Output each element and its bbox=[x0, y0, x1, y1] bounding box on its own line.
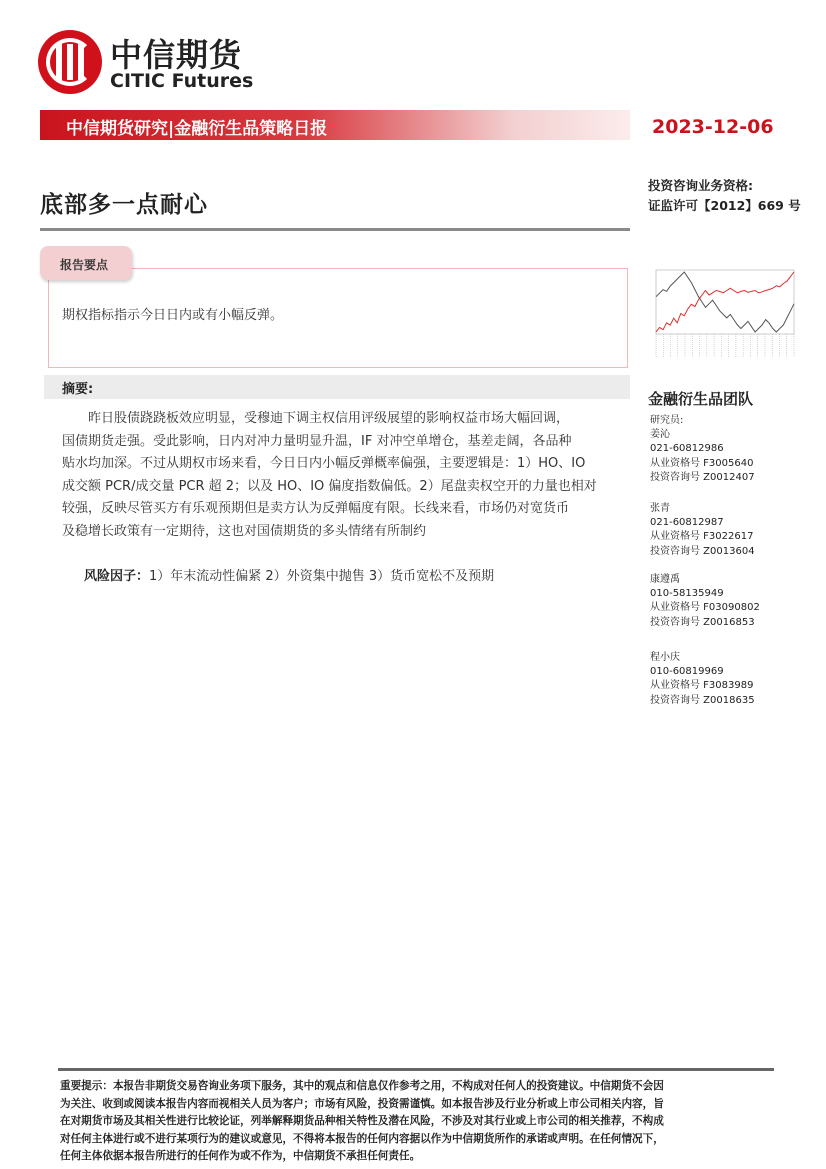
footer-divider bbox=[58, 1068, 774, 1071]
member-cert: 从业资格号 F3083989 bbox=[650, 680, 754, 692]
team-member bbox=[650, 573, 760, 630]
abstract-line: 国债期货走强。受此影响，日内对冲力量明显升温，IF 对冲空单增仓，基差走阔，各品种 bbox=[62, 433, 572, 449]
logo-cn: 中信期货 bbox=[110, 36, 243, 74]
abstract-line: 昨日股债跷跷板效应明显，受穆迪下调主权信用评级展望的影响权益市场大幅回调， bbox=[62, 411, 570, 426]
risk-text: 1）年末流动性偏紧 2）外资集中抛售 3）货币宽松不及预期 bbox=[149, 569, 495, 584]
abstract-line: 成交额 PCR/成交量 PCR 超 2；以及 HO、IO 偏度指数偏低。2）尾盘卖权空开的力量也相对 bbox=[62, 478, 597, 494]
member-name: 张青 bbox=[650, 503, 670, 514]
disclaimer-line: 对任何主体进行或不进行某项行为的建议或意见，不得将本报告的任何内容据以作为中信期货所作的承诺或声明。在任何情况下， bbox=[60, 1132, 664, 1145]
member-phone: 021-60812986 bbox=[650, 443, 724, 455]
title-divider bbox=[40, 228, 630, 231]
market-line-chart bbox=[648, 258, 806, 370]
key-points-label: 报告要点 bbox=[60, 258, 109, 272]
abstract-paragraph bbox=[62, 408, 630, 544]
member-phone: 010-60819969 bbox=[650, 666, 724, 678]
member-cert: 投资咨询号 Z0018635 bbox=[650, 694, 755, 706]
report-title: 底部多一点耐心 bbox=[40, 192, 208, 218]
team-member bbox=[650, 651, 755, 708]
logo-en: CITIC Futures bbox=[110, 70, 254, 92]
member-name: 康遵禹 bbox=[650, 574, 680, 585]
member-phone: 021-60812987 bbox=[650, 517, 724, 529]
report-date: 2023-12-06 bbox=[652, 116, 774, 138]
risk-label: 风险因子： bbox=[84, 569, 150, 584]
team-member bbox=[650, 502, 755, 559]
abstract-line: 贴水均加深。不过从期权市场来看，今日日内小幅反弹概率偏强，主要逻辑是：1）HO、IO bbox=[62, 456, 586, 472]
qualification-line2: 证监许可【2012】669 号 bbox=[648, 198, 801, 213]
disclaimer-line: 在对期货市场及其相关性进行比较论证，列举解释期货品种相关特性及潜在风险，不涉及对其行业或上市公司的相关推荐，不构成 bbox=[60, 1115, 664, 1127]
member-cert: 投资咨询号 Z0016853 bbox=[650, 616, 755, 628]
member-phone: 010-58135949 bbox=[650, 588, 724, 600]
abstract-line: 较强，反映尽管买方有乐观预期但是卖方认为反弹幅度有限。长线来看，市场仍对宽货币 bbox=[62, 501, 570, 517]
member-cert: 从业资格号 F3005640 bbox=[650, 457, 754, 469]
abstract-title: 摘要: bbox=[62, 382, 94, 397]
key-points-text: 期权指标指示今日日内或有小幅反弹。 bbox=[62, 308, 284, 323]
disclaimer bbox=[60, 1078, 776, 1166]
member-name: 姜沁 bbox=[650, 429, 670, 441]
disclaimer-line: 重要提示：本报告非期货交易咨询业务项下服务，其中的观点和信息仅作参考之用，不构成对任何人的投资建议。中信期货不会因 bbox=[60, 1080, 664, 1092]
member-cert: 投资咨询号 Z0012407 bbox=[650, 471, 755, 483]
member-cert: 从业资格号 F3022617 bbox=[650, 531, 754, 543]
member-name: 程小庆 bbox=[650, 652, 680, 663]
risk-factors bbox=[84, 565, 494, 584]
member-cert: 投资咨询号 Z0013604 bbox=[650, 545, 755, 557]
disclaimer-line: 任何主体依据本报告所进行的任何作为或不作为，中信期货不承担任何责任。 bbox=[60, 1150, 421, 1162]
citic-logo-icon bbox=[38, 30, 102, 94]
member-cert: 从业资格号 F03090802 bbox=[650, 602, 760, 614]
team-member bbox=[650, 414, 755, 485]
report-series-title: 中信期货研究|金融衍生品策略日报 bbox=[66, 119, 328, 139]
qualification-line1: 投资咨询业务资格: bbox=[648, 178, 753, 193]
disclaimer-line: 为关注、收到或阅读本报告内容而视相关人员为客户；市场有风险，投资需谨慎。如本报告涉及行业分析或上市公司相关内容，旨 bbox=[60, 1097, 664, 1110]
abstract-band bbox=[44, 375, 630, 399]
team-title: 金融衍生品团队 bbox=[648, 390, 754, 408]
abstract-line: 及稳增长政策有一定期待，这也对国债期货的多头情绪有所制约 bbox=[62, 523, 427, 539]
member-role: 研究员: bbox=[650, 415, 684, 426]
